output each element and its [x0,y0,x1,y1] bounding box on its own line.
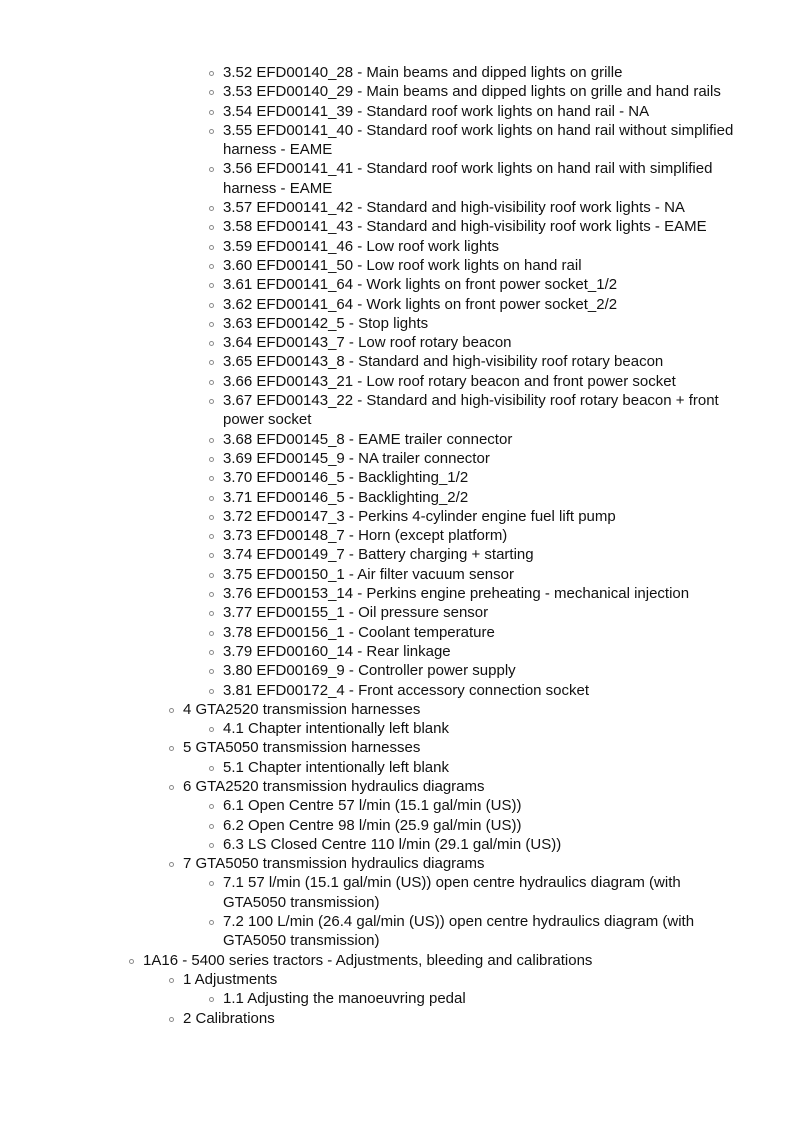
toc-entry[interactable] [0,159,794,198]
toc-entry-label: 2 Calibrations [183,1009,275,1027]
toc-entry-label: 4 GTA2520 transmission harnesses [183,700,421,718]
toc-entry[interactable] [0,121,794,160]
toc-entry[interactable] [0,623,794,642]
toc-entry-label: 3.77 EFD00155_1 - Oil pressure sensor [223,604,489,622]
toc-entry-label: 3.65 EFD00143_8 - Standard and high-visibility roof rotary beacon [223,353,664,371]
bullet-icon [209,496,214,501]
toc-entry[interactable] [0,951,794,970]
toc-entry-label: 3.55 EFD00141_40 - Standard roof work lights on hand rail without simplified harness - EAME [223,121,734,159]
toc-entry-label: 3.71 EFD00146_5 - Backlighting_2/2 [223,488,469,506]
toc-entry-label: 3.69 EFD00145_9 - NA trailer connector [223,449,490,467]
toc-entry[interactable] [0,912,794,951]
toc-entry[interactable] [0,507,794,526]
bullet-icon [209,592,214,597]
toc-entry[interactable] [0,835,794,854]
bullet-icon [209,573,214,578]
bullet-icon [209,341,214,346]
bullet-icon [209,534,214,539]
toc-entry-label: 3.68 EFD00145_8 - EAME trailer connector [223,430,513,448]
toc-entry[interactable] [0,314,794,333]
bullet-icon [209,689,214,694]
bullet-icon [209,824,214,829]
toc-entry-label: 1 Adjustments [183,970,278,988]
toc-entry-label: 1.1 Adjusting the manoeuvring pedal [223,990,466,1008]
toc-entry[interactable] [0,816,794,835]
bullet-icon [209,245,214,250]
toc-entry[interactable] [0,989,794,1008]
toc-entry-label: 7.2 100 L/min (26.4 gal/min (US)) open centre hydraulics diagram (with GTA5050 transmission) [223,913,695,950]
toc-entry[interactable] [0,526,794,545]
toc-entry[interactable] [0,565,794,584]
toc-entry-label: 3.74 EFD00149_7 - Battery charging + starting [223,546,534,564]
toc-entry[interactable] [0,63,794,82]
toc-entry-label: 5.1 Chapter intentionally left blank [223,758,449,776]
toc-entry-label: 6.1 Open Centre 57 l/min (15.1 gal/min (US)) [223,797,522,815]
bullet-icon [209,650,214,655]
toc-entry-label: 3.56 EFD00141_41 - Standard roof work lights on hand rail with simplified harness - EAME [223,160,713,197]
bullet-icon [209,438,214,443]
bullet-icon [209,515,214,520]
toc-entry-label: 3.78 EFD00156_1 - Coolant temperature [223,623,495,641]
toc-entry[interactable] [0,545,794,564]
toc-entry-label: 3.73 EFD00148_7 - Horn (except platform) [223,527,508,545]
toc-entry-label: 6.2 Open Centre 98 l/min (25.9 gal/min (US)) [223,816,522,834]
bullet-icon [209,322,214,327]
toc-entry-label: 3.60 EFD00141_50 - Low roof work lights on hand rail [223,256,582,274]
toc-entry-label: 3.54 EFD00141_39 - Standard roof work lights on hand rail - NA [223,102,650,120]
bullet-icon [209,920,214,925]
toc-entry-label: 3.81 EFD00172_4 - Front accessory connection socket [223,681,590,699]
toc-entry[interactable] [0,584,794,603]
toc-entry-label: 3.67 EFD00143_22 - Standard and high-visibility roof rotary beacon + front power socket [223,392,719,429]
toc-entry-label: 7 GTA5050 transmission hydraulics diagrams [183,855,485,873]
bullet-icon [209,206,214,211]
bullet-icon [209,997,214,1002]
toc-entry-label: 3.58 EFD00141_43 - Standard and high-visibility roof work lights - EAME [223,218,707,236]
bullet-icon [209,225,214,230]
toc-entry[interactable] [0,642,794,661]
bullet-icon [209,129,214,134]
toc-entry[interactable] [0,1009,794,1028]
bullet-icon [209,110,214,115]
toc-entry-label: 3.61 EFD00141_64 - Work lights on front power socket_1/2 [223,276,618,294]
toc-entry-label: 7.1 57 l/min (15.1 gal/min (US)) open centre hydraulics diagram (with GTA5050 transmission) [223,874,681,911]
toc-entry[interactable] [0,488,794,507]
toc-entry[interactable] [0,256,794,275]
bullet-icon [209,167,214,172]
toc-entry[interactable] [0,295,794,314]
toc-entry[interactable] [0,102,794,121]
toc-entry[interactable] [0,372,794,391]
toc-entry[interactable] [0,333,794,352]
toc-entry[interactable] [0,873,794,912]
bullet-icon [209,380,214,385]
toc-entry[interactable] [0,854,794,873]
bullet-icon [169,978,174,983]
toc-entry[interactable] [0,970,794,989]
toc-entry[interactable] [0,700,794,719]
toc-entry-label: 3.64 EFD00143_7 - Low roof rotary beacon [223,334,512,352]
toc-entry[interactable] [0,738,794,757]
bullet-icon [209,766,214,771]
toc-entry-label: 3.62 EFD00141_64 - Work lights on front power socket_2/2 [223,295,618,313]
toc-entry[interactable] [0,275,794,294]
toc-entry[interactable] [0,449,794,468]
table-of-contents [0,63,794,1028]
toc-entry-label: 3.79 EFD00160_14 - Rear linkage [223,642,451,660]
toc-entry-label: 3.66 EFD00143_21 - Low roof rotary beacon and front power socket [223,372,676,390]
toc-entry[interactable] [0,237,794,256]
toc-entry-label: 3.80 EFD00169_9 - Controller power supply [223,662,516,680]
bullet-icon [209,843,214,848]
toc-entry-label: 4.1 Chapter intentionally left blank [223,720,449,738]
bullet-icon [169,746,174,751]
toc-entry-label: 3.59 EFD00141_46 - Low roof work lights [223,237,499,255]
bullet-icon [209,71,214,76]
toc-entry-label: 3.72 EFD00147_3 - Perkins 4-cylinder engine fuel lift pump [223,507,616,525]
toc-entry-label: 5 GTA5050 transmission harnesses [183,739,421,757]
toc-entry-label: 3.52 EFD00140_28 - Main beams and dipped lights on grille [223,64,623,81]
toc-entry[interactable] [0,777,794,796]
bullet-icon [209,804,214,809]
bullet-icon [209,303,214,308]
bullet-icon [169,862,174,867]
bullet-icon [209,90,214,95]
toc-entry[interactable] [0,430,794,449]
bullet-icon [209,553,214,558]
toc-entry[interactable] [0,352,794,371]
toc-entry-label: 3.63 EFD00142_5 - Stop lights [223,314,429,332]
bullet-icon [209,457,214,462]
toc-entry-label: 3.76 EFD00153_14 - Perkins engine preheating - mechanical injection [223,585,690,603]
toc-entry[interactable] [0,719,794,738]
bullet-icon [209,399,214,404]
bullet-icon [209,669,214,674]
bullet-icon [209,360,214,365]
toc-entry[interactable] [0,468,794,487]
bullet-icon [209,476,214,481]
bullet-icon [209,631,214,636]
bullet-icon [209,264,214,269]
bullet-icon [169,785,174,790]
bullet-icon [169,1017,174,1022]
toc-entry[interactable] [0,391,794,430]
toc-entry[interactable] [0,217,794,236]
bullet-icon [209,727,214,732]
toc-entry[interactable] [0,796,794,815]
toc-entry-label: 3.75 EFD00150_1 - Air filter vacuum sensor [223,565,514,583]
toc-entry-label: 6 GTA2520 transmission hydraulics diagrams [183,777,485,795]
bullet-icon [169,708,174,713]
toc-entry-label: 1A16 - 5400 series tractors - Adjustments, bleeding and calibrations [143,951,593,969]
toc-entry[interactable] [0,758,794,777]
toc-entry-label: 6.3 LS Closed Centre 110 l/min (29.1 gal/min (US)) [223,835,562,853]
toc-entry[interactable] [0,82,794,101]
toc-entry[interactable] [0,198,794,217]
toc-entry-label: 3.53 EFD00140_29 - Main beams and dipped lights on grille and hand rails [223,83,721,101]
toc-entry-label: 3.70 EFD00146_5 - Backlighting_1/2 [223,469,469,487]
bullet-icon [209,611,214,616]
toc-entry-label: 3.57 EFD00141_42 - Standard and high-visibility roof work lights - NA [223,199,685,217]
toc-entry[interactable] [0,603,794,622]
bullet-icon [129,959,134,964]
toc-entry[interactable] [0,681,794,700]
toc-entry[interactable] [0,661,794,680]
bullet-icon [209,283,214,288]
bullet-icon [209,881,214,886]
